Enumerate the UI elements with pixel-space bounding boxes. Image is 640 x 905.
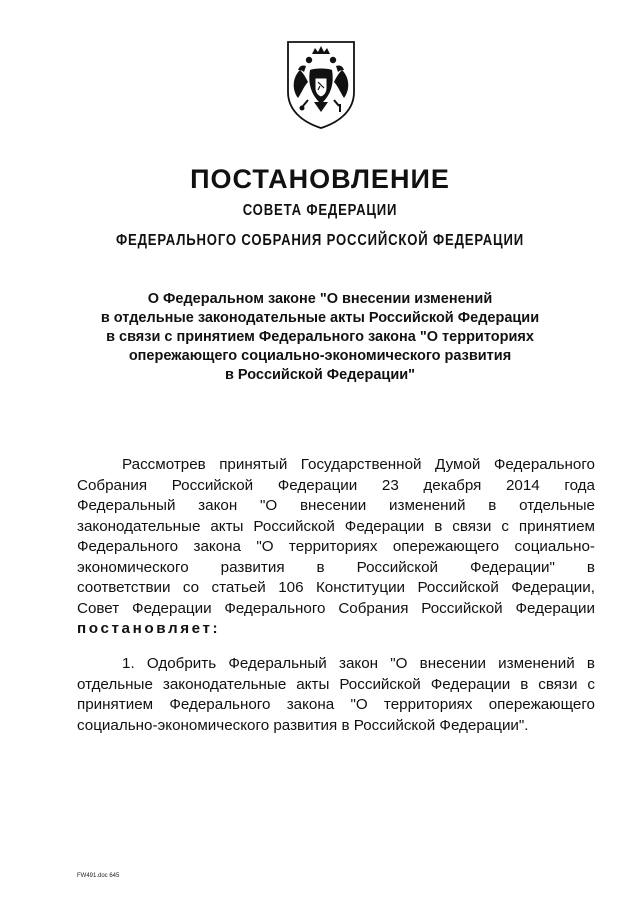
preamble-line: экономического развития в Российской Федерации" в — [77, 558, 595, 576]
preamble-line: Собрания Российской Федерации 23 декабря 2014 года — [77, 476, 595, 494]
subject-line: опережающего социально-экономического развития — [128, 348, 512, 364]
subject-line: в Российской Федерации" — [224, 367, 416, 383]
preamble-line: Совет Федерации Федерального Собрания Российской Федерации — [77, 599, 595, 617]
issuer-line-1: СОВЕТА ФЕДЕРАЦИИ — [242, 202, 398, 219]
preamble-line: Федеральный закон "О внесении изменений в отдельные — [77, 497, 595, 514]
subject-line: в связи с принятием Федерального закона "О территориях — [106, 329, 534, 345]
preamble-line: соответствии со статьей 106 Конституции Российской Федерации, — [77, 579, 595, 596]
issuer-line-2: ФЕДЕРАЛЬНОГО СОБРАНИЯ РОССИЙСКОЙ ФЕДЕРАЦИИ — [116, 232, 524, 249]
document-code: FW491.doc 645 — [77, 873, 120, 879]
preamble-line: Федерального закона "О территориях опережающего социально- — [77, 538, 595, 555]
item-line: социально-экономического развития в Российской Федерации". — [77, 716, 529, 734]
preamble-line: Рассмотрев принятый Государственной Думой Федерального — [122, 456, 595, 473]
resolution-item-1 — [77, 654, 595, 736]
document-type-title: ПОСТАНОВЛЕНИЕ — [190, 164, 450, 194]
preamble-paragraph — [77, 455, 595, 640]
subject-line: в отдельные законодательные акты Российской Федерации — [100, 310, 540, 326]
decision-word: постановляет: — [77, 620, 221, 637]
item-line: принятием Федерального закона "О территориях опережающего — [77, 696, 595, 713]
item-line: отдельные законодательные акты Российской Федерации в связи с — [77, 675, 595, 693]
resolution-subject — [60, 290, 580, 385]
russian-coat-of-arms-icon — [282, 38, 360, 130]
preamble-line: законодательные акты Российской Федерации в связи с принятием — [77, 517, 595, 535]
item-line: 1. Одобрить Федеральный закон "О внесении изменений в — [122, 655, 595, 672]
subject-line: О Федеральном законе "О внесении изменений — [147, 291, 493, 307]
